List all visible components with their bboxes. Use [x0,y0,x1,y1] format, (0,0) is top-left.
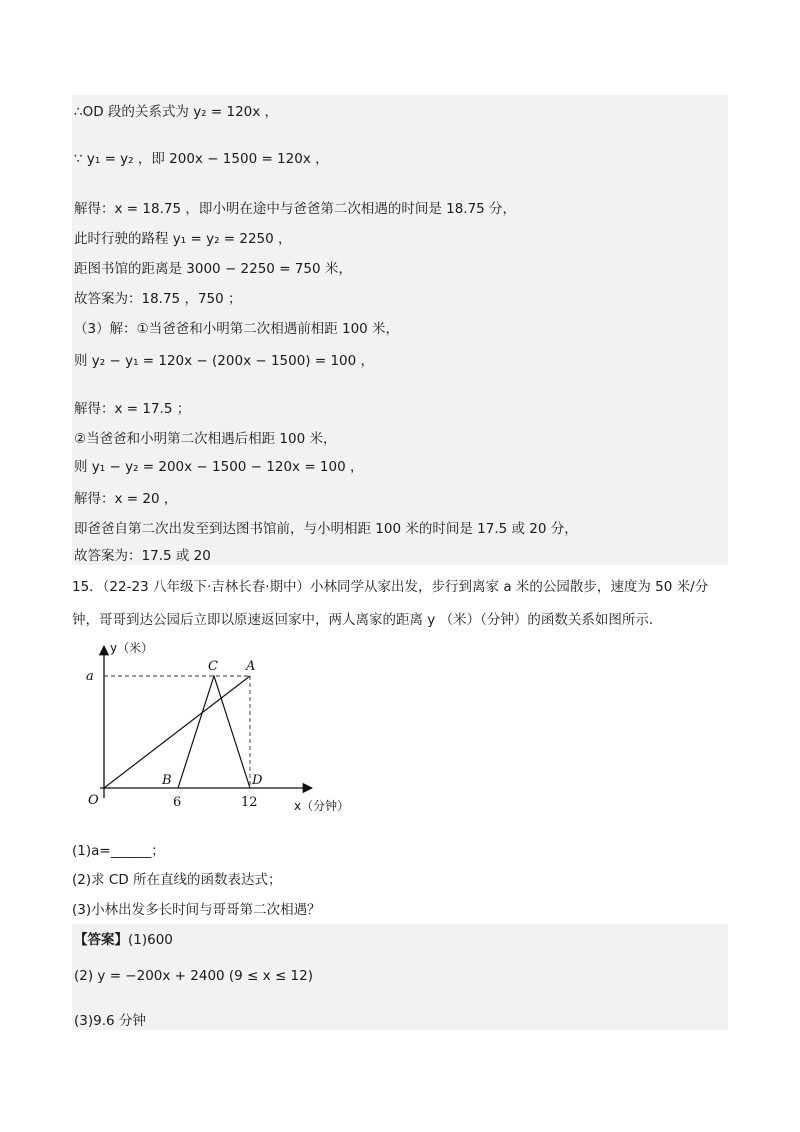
function-graph [72,638,362,818]
problem-text: 15．（22-23 八年级下·吉林长春·期中）小林同学从家出发，步行到离家 a 米的公园散步，速度为 50 米/分 [72,579,709,595]
solution-line: 解得：x = 18.75 ，即小明在途中与爸爸第二次相遇的时间是 18.75 分， [74,201,517,217]
label-O: O [88,793,99,808]
solution-line: 则 y₂ − y₁ = 120x − (200x − 1500) = 100 ， [74,353,375,369]
answer-1: (1)600 [128,932,173,948]
answer-3: (3)9.6 分钟 [74,1013,146,1029]
segment-BCD [178,676,250,788]
label-B: B [162,773,172,788]
label-A: A [246,659,256,674]
answer-head: 【答案】 [74,932,128,948]
solution-line: 则 y₁ − y₂ = 200x − 1500 − 120x = 100 ， [74,459,364,475]
solution-line: 即爸爸自第二次出发至到达图书馆前，与小明相距 100 米的时间是 17.5 或 20 分， [74,521,578,537]
solution-line: ∴OD 段的关系式为 y₂ = 120x ， [74,104,279,120]
answer-2: (2) y = −200x + 2400 (9 ≤ x ≤ 12) [74,968,313,984]
y-tick-a: a [86,669,94,684]
solution-line: 故答案为：18.75 ，750 ； [74,291,242,307]
segment-OA [104,676,250,788]
question-2: (2)求 CD 所在直线的函数表达式； [72,872,282,888]
x-tick-6: 6 [173,795,182,810]
solution-line: 此时行驶的路程 y₁ = y₂ = 2250 ， [74,231,292,247]
solution-line: 故答案为：17.5 或 20 [74,548,211,564]
solution-line: ∵ y₁ = y₂ ，即 200x − 1500 = 120x ， [74,151,329,167]
answer-line-1 [74,931,173,949]
question-3: (3)小林出发多长时间与哥哥第二次相遇？ [72,902,321,918]
label-D: D [252,773,263,788]
label-C: C [208,659,218,674]
solution-line: 解得：x = 17.5 ； [74,401,191,417]
solution-line: 距图书馆的距离是 3000 − 2250 = 750 米， [74,261,352,277]
question-1: (1)a=______； [72,843,165,859]
x-tick-12: 12 [241,795,258,810]
solution-line: （3）解：①当爸爸和小明第二次相遇前相距 100 米， [74,321,400,337]
solution-line: 解得：x = 20 ， [74,491,178,507]
solution-line: ②当爸爸和小明第二次相遇后相距 100 米， [74,431,337,447]
x-axis-label: x（分钟） [294,799,350,813]
y-axis-label: y（米） [110,641,154,655]
problem-text: 钟，哥哥到达公园后立即以原速返回家中，两人离家的距离 y （米）（分钟）的函数关系如图所示． [72,612,663,628]
